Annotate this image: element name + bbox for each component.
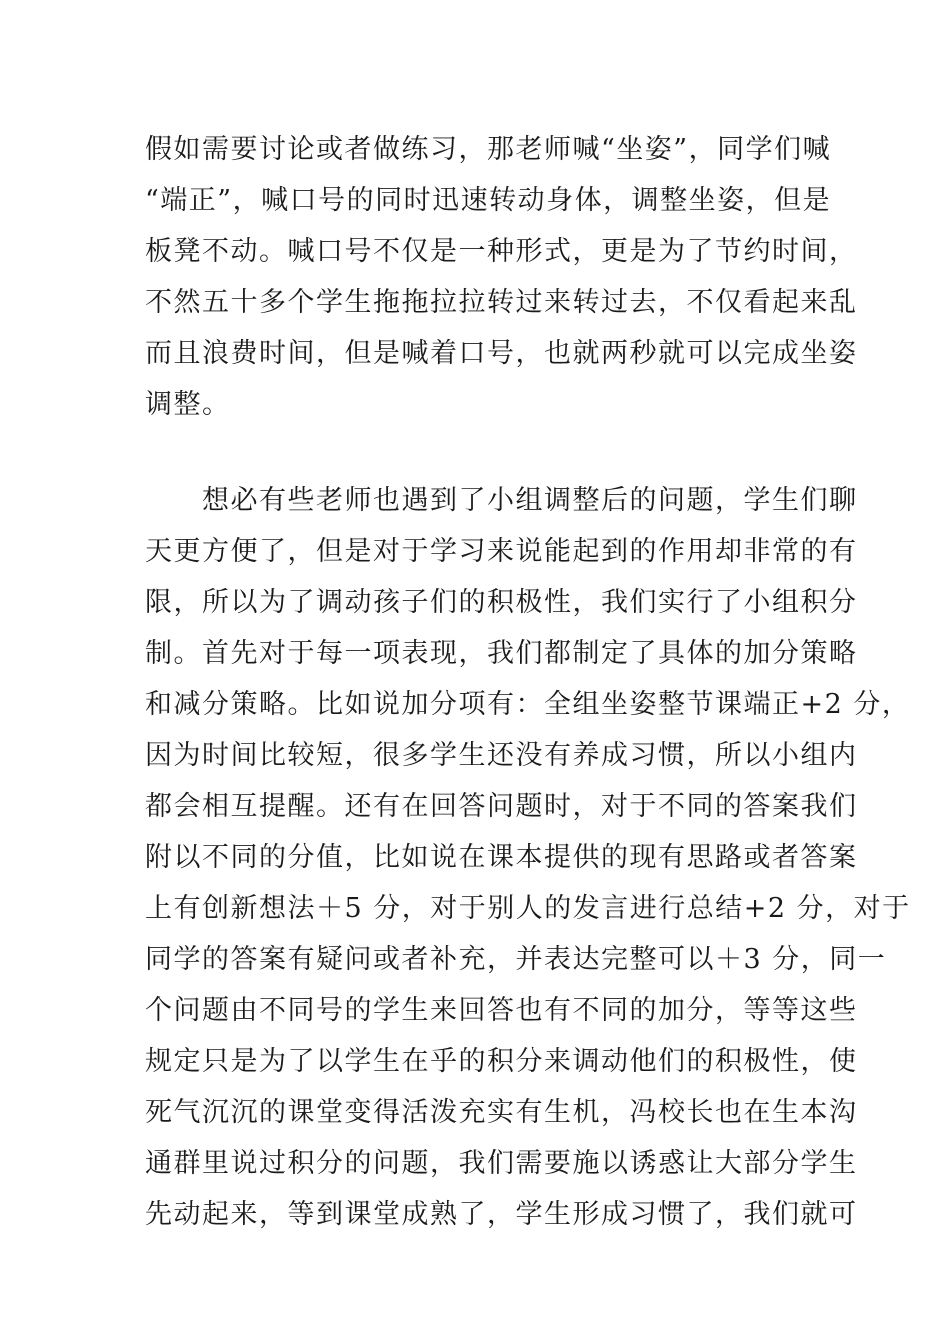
text-line: 上有创新想法＋5 分，对于别人的发言进行总结+2 分，对于 <box>145 893 911 924</box>
text-line: 板凳不动。喊口号不仅是一种形式，更是为了节约时间， <box>145 236 858 267</box>
paragraph-group-points <box>145 475 911 1240</box>
text-line: 制。首先对于每一项表现，我们都制定了具体的加分策略 <box>145 638 858 669</box>
text-line: 同学的答案有疑问或者补充，并表达完整可以＋3 分，同一 <box>145 944 887 975</box>
text-line: “端正”，喊口号的同时迅速转动身体，调整坐姿，但是 <box>145 185 832 216</box>
text-line: 都会相互提醒。还有在回答问题时，对于不同的答案我们 <box>145 791 858 822</box>
text-line: 而且浪费时间，但是喊着口号，也就两秒就可以完成坐姿 <box>145 338 858 369</box>
paragraph-sitting-posture <box>145 124 858 430</box>
text-line: 规定只是为了以学生在乎的积分来调动他们的积极性，使 <box>145 1046 858 1077</box>
text-line: 先动起来，等到课堂成熟了，学生形成习惯了，我们就可 <box>145 1199 858 1230</box>
text-line: 通群里说过积分的问题，我们需要施以诱惑让大部分学生 <box>145 1148 858 1179</box>
text-line: 天更方便了，但是对于学习来说能起到的作用却非常的有 <box>145 536 858 567</box>
text-line: 死气沉沉的课堂变得活泼充实有生机，冯校长也在生本沟 <box>145 1097 858 1128</box>
text-line: 假如需要讨论或者做练习，那老师喊“坐姿”，同学们喊 <box>145 134 832 165</box>
text-line: 和减分策略。比如说加分项有：全组坐姿整节课端正+2 分， <box>145 689 911 720</box>
text-line: 不然五十多个学生拖拖拉拉转过来转过去，不仅看起来乱 <box>145 287 858 318</box>
text-line: 想必有些老师也遇到了小组调整后的问题，学生们聊 <box>145 485 858 516</box>
text-line: 因为时间比较短，很多学生还没有养成习惯，所以小组内 <box>145 740 858 771</box>
text-line: 附以不同的分值，比如说在课本提供的现有思路或者答案 <box>145 842 858 873</box>
text-line: 限，所以为了调动孩子们的积极性，我们实行了小组积分 <box>145 587 858 618</box>
text-line: 调整。 <box>145 389 231 420</box>
text-line: 个问题由不同号的学生来回答也有不同的加分，等等这些 <box>145 995 858 1026</box>
